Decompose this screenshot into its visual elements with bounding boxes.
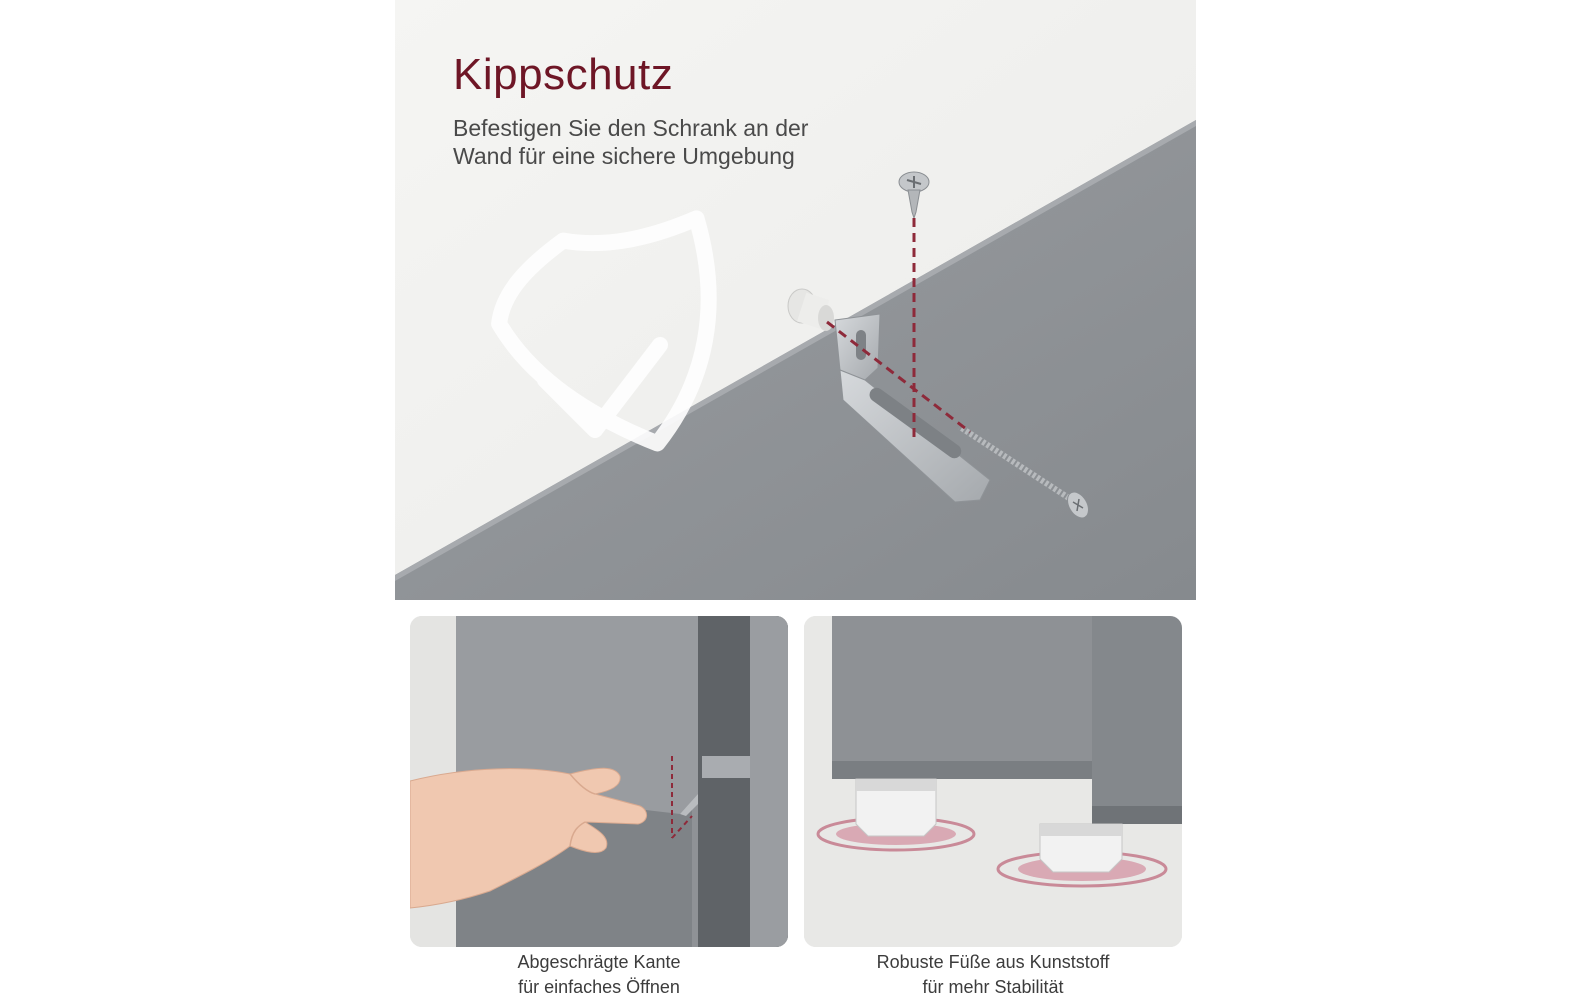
product-image <box>395 0 1196 1000</box>
plastic-feet-icon <box>804 616 1182 947</box>
caption-plastic-feet-line1: Robuste Füße aus Kunststoff <box>876 952 1110 972</box>
caption-beveled-edge-line1: Abgeschrägte Kante <box>517 952 681 972</box>
hero-subtitle: Befestigen Sie den Schrank an der Wand für eine sichere Umgebung <box>453 115 809 169</box>
feature-panel-plastic-feet <box>804 616 1182 947</box>
caption-plastic-feet-line2: für mehr Stabilität <box>922 977 1064 997</box>
feature-panel-beveled-edge <box>410 616 788 947</box>
hero-section <box>395 0 1196 600</box>
caption-plastic-feet <box>804 950 1182 1000</box>
caption-beveled-edge <box>410 950 788 1000</box>
beveled-edge-door-icon <box>410 616 788 947</box>
caption-beveled-edge-line2: für einfaches Öffnen <box>518 977 680 997</box>
hero-title: Kippschutz <box>453 50 674 99</box>
